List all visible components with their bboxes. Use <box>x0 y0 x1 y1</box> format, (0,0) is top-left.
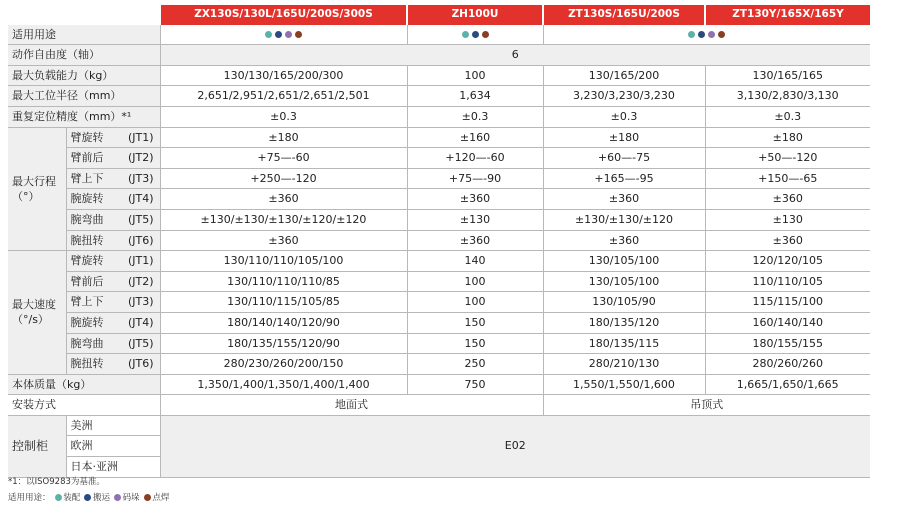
axis-name: 腕扭转 <box>70 357 104 371</box>
cell: ±130 <box>705 209 870 230</box>
transport-dot-icon <box>472 31 479 38</box>
speed-row <box>8 333 870 354</box>
legend-assembly: 装配 <box>63 493 81 503</box>
assembly-dot-icon <box>265 31 272 38</box>
mount-floor: 地面式 <box>160 395 543 416</box>
range-row <box>8 230 870 251</box>
cell: ±130/±130/±130/±120/±120 <box>160 209 407 230</box>
payload-label: 最大负载能力（kg） <box>8 65 160 86</box>
cell: 130/165/165 <box>705 65 870 86</box>
usage-label: 适用用途 <box>8 25 160 45</box>
cell: 180/140/140/120/90 <box>160 312 407 333</box>
cell: ±360 <box>160 230 407 251</box>
axis-name: 臂上下 <box>70 295 104 309</box>
cell: 130/130/165/200/300 <box>160 65 407 86</box>
mount-row <box>8 395 870 416</box>
cell: 100 <box>407 65 543 86</box>
palletizing-dot-icon <box>285 31 292 38</box>
palletizing-dot-icon <box>708 31 715 38</box>
spot-welding-dot-icon <box>718 31 725 38</box>
range-row <box>8 189 870 210</box>
cell: ±360 <box>705 230 870 251</box>
assembly-dot-icon <box>462 31 469 38</box>
legend-palletizing: 码垛 <box>122 493 140 503</box>
transport-dot-icon <box>698 31 705 38</box>
controller-label: 控制柜 <box>8 415 66 477</box>
cell: 3,230/3,230/3,230 <box>543 86 705 107</box>
spot-welding-dot-icon <box>295 31 302 38</box>
cell: ±130/±130/±120 <box>543 209 705 230</box>
axis-jt: (JT4) <box>127 315 154 329</box>
speed-row <box>8 312 870 333</box>
cell: 160/140/140 <box>705 312 870 333</box>
speed-label <box>8 251 66 375</box>
header-zx: ZX130S/130L/165U/200S/300S <box>160 5 407 25</box>
cell: 180/135/115 <box>543 333 705 354</box>
cell: +150—-65 <box>705 168 870 189</box>
assembly-dot-icon <box>55 494 62 501</box>
controller-value: E02 <box>160 415 870 477</box>
legend-title: 适用用途： <box>8 493 51 503</box>
cell: 130/110/110/110/85 <box>160 271 407 292</box>
cell: +75—-90 <box>407 168 543 189</box>
axis-label <box>66 127 160 148</box>
cell: 115/115/100 <box>705 292 870 313</box>
cell: ±360 <box>543 189 705 210</box>
legend-spot-welding: 点焊 <box>152 493 170 503</box>
speed-row <box>8 354 870 375</box>
controller-region: 美洲 <box>66 415 160 436</box>
header-zt-y: ZT130Y/165X/165Y <box>705 5 870 25</box>
axis-label <box>66 168 160 189</box>
transport-dot-icon <box>84 494 91 501</box>
axis-jt: (JT6) <box>127 233 154 247</box>
axis-name: 腕弯曲 <box>70 336 104 350</box>
cell: 100 <box>407 271 543 292</box>
axis-jt: (JT3) <box>127 171 154 185</box>
repeat-row <box>8 106 870 127</box>
mass-label: 本体质量（kg） <box>8 374 160 395</box>
speed-unit: （°/s） <box>12 313 49 327</box>
axis-label <box>66 209 160 230</box>
cell: 130/105/90 <box>543 292 705 313</box>
controller-region: 日本·亚洲 <box>66 457 160 478</box>
cell: ±0.3 <box>407 106 543 127</box>
header-zt-s: ZT130S/165U/200S <box>543 5 705 25</box>
cell: 250 <box>407 354 543 375</box>
range-label <box>8 127 66 251</box>
cell: ±180 <box>543 127 705 148</box>
cell: +120—-60 <box>407 148 543 169</box>
cell: 130/105/100 <box>543 251 705 272</box>
transport-dot-icon <box>275 31 282 38</box>
mount-ceiling: 吊顶式 <box>543 395 870 416</box>
cell: 150 <box>407 333 543 354</box>
cell: 280/210/130 <box>543 354 705 375</box>
cell: ±180 <box>705 127 870 148</box>
axis-label <box>66 148 160 169</box>
speed-row <box>8 271 870 292</box>
axis-label <box>66 230 160 251</box>
footnote: *1：以ISO9283为基准。 <box>8 477 105 487</box>
cell: +250—-120 <box>160 168 407 189</box>
cell: +165—-95 <box>543 168 705 189</box>
cell: 180/155/155 <box>705 333 870 354</box>
cell: ±0.3 <box>160 106 407 127</box>
cell: ±130 <box>407 209 543 230</box>
cell: ±0.3 <box>705 106 870 127</box>
usage-row <box>8 25 870 45</box>
cell: ±360 <box>543 230 705 251</box>
cell: ±0.3 <box>543 106 705 127</box>
mass-row <box>8 374 870 395</box>
range-unit: （°） <box>12 189 40 203</box>
cell: 1,665/1,650/1,665 <box>705 374 870 395</box>
cell: ±360 <box>705 189 870 210</box>
axis-name: 臂旋转 <box>70 130 104 144</box>
axis-jt: (JT2) <box>127 151 154 165</box>
axis-name: 臂前后 <box>70 151 104 165</box>
axis-name: 腕扭转 <box>70 233 104 247</box>
axis-name: 腕旋转 <box>70 315 104 329</box>
repeat-label: 重复定位精度（mm）*¹ <box>8 106 160 127</box>
speed-title: 最大速度 <box>12 298 56 312</box>
header-row <box>8 5 870 25</box>
usage-zt <box>543 25 870 45</box>
reach-label: 最大工位半径（mm） <box>8 86 160 107</box>
axis-jt: (JT5) <box>127 336 154 350</box>
axis-name: 臂前后 <box>70 274 104 288</box>
cell: 3,130/2,830/3,130 <box>705 86 870 107</box>
cell: ±180 <box>160 127 407 148</box>
cell: ±360 <box>160 189 407 210</box>
axis-label <box>66 292 160 313</box>
axis-label <box>66 251 160 272</box>
axis-jt: (JT2) <box>127 274 154 288</box>
cell: 180/135/155/120/90 <box>160 333 407 354</box>
cell: 750 <box>407 374 543 395</box>
controller-region: 欧洲 <box>66 436 160 457</box>
speed-row <box>8 251 870 272</box>
cell: 130/165/200 <box>543 65 705 86</box>
axis-jt: (JT4) <box>127 192 154 206</box>
axis-label <box>66 189 160 210</box>
header-blank <box>8 5 160 25</box>
cell: 110/110/105 <box>705 271 870 292</box>
spot-welding-dot-icon <box>144 494 151 501</box>
cell: 100 <box>407 292 543 313</box>
usage-legend <box>8 491 169 503</box>
cell: +75—-60 <box>160 148 407 169</box>
cell: 130/110/115/105/85 <box>160 292 407 313</box>
range-row <box>8 168 870 189</box>
range-title: 最大行程 <box>12 174 56 188</box>
cell: 120/120/105 <box>705 251 870 272</box>
axis-name: 腕弯曲 <box>70 212 104 226</box>
cell: 140 <box>407 251 543 272</box>
axis-jt: (JT3) <box>127 295 154 309</box>
axis-label <box>66 354 160 375</box>
axis-jt: (JT5) <box>127 212 154 226</box>
speed-row <box>8 292 870 313</box>
range-row <box>8 148 870 169</box>
axis-label <box>66 333 160 354</box>
cell: 1,550/1,550/1,600 <box>543 374 705 395</box>
legend-transport: 搬运 <box>92 493 110 503</box>
cell: ±160 <box>407 127 543 148</box>
cell: 150 <box>407 312 543 333</box>
header-zh: ZH100U <box>407 5 543 25</box>
axis-name: 臂上下 <box>70 171 104 185</box>
axis-label <box>66 271 160 292</box>
cell: +60—-75 <box>543 148 705 169</box>
axis-name: 腕旋转 <box>70 192 104 206</box>
controller-row <box>8 415 870 436</box>
dof-value: 6 <box>160 45 870 66</box>
spec-table <box>8 5 870 478</box>
usage-zx <box>160 25 407 45</box>
cell: 1,634 <box>407 86 543 107</box>
assembly-dot-icon <box>688 31 695 38</box>
axis-jt: (JT1) <box>127 254 154 268</box>
usage-zh <box>407 25 543 45</box>
cell: ±360 <box>407 230 543 251</box>
cell: 130/110/110/105/100 <box>160 251 407 272</box>
cell: 130/105/100 <box>543 271 705 292</box>
cell: 280/260/260 <box>705 354 870 375</box>
axis-jt: (JT6) <box>127 357 154 371</box>
cell: 180/135/120 <box>543 312 705 333</box>
cell: ±360 <box>407 189 543 210</box>
cell: 2,651/2,951/2,651/2,651/2,501 <box>160 86 407 107</box>
reach-row <box>8 86 870 107</box>
axis-label <box>66 312 160 333</box>
cell: 1,350/1,400/1,350/1,400/1,400 <box>160 374 407 395</box>
payload-row <box>8 65 870 86</box>
spot-welding-dot-icon <box>482 31 489 38</box>
dof-row <box>8 45 870 66</box>
range-row <box>8 209 870 230</box>
mount-label: 安装方式 <box>8 395 160 416</box>
axis-name: 臂旋转 <box>70 254 104 268</box>
cell: +50—-120 <box>705 148 870 169</box>
range-row <box>8 127 870 148</box>
axis-jt: (JT1) <box>127 130 154 144</box>
dof-label: 动作自由度（轴） <box>8 45 160 66</box>
cell: 280/230/260/200/150 <box>160 354 407 375</box>
palletizing-dot-icon <box>114 494 121 501</box>
